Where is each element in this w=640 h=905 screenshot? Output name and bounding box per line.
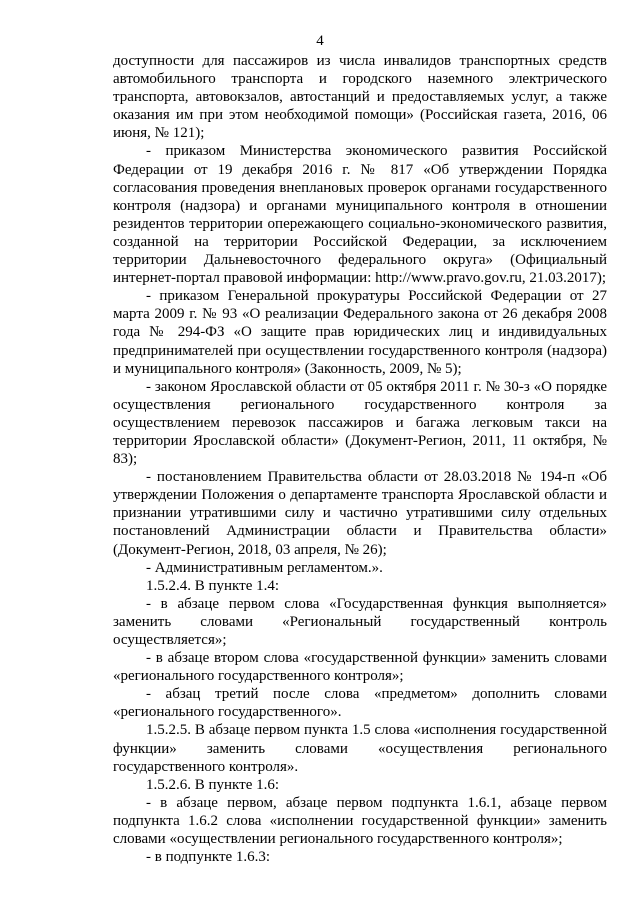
paragraph: - приказом Министерства экономического развития Российской Федерации от 19 декабря 2016 г. № 817 «Об утверждении Порядка согласования проведения внеплановых проверок органами государственного контроля (надзора) и органами муниципального контроля в отношении резидентов территории опережающего социально-экономического развития, созданной на территории Российской Федерации, за исключением территории Дальневосточного федерального округа» (Официальный интернет-портал правовой информации: http://www.pravo.gov.ru, 21.03.2017);	[113, 143, 607, 287]
paragraph: - в абзаце первом, абзаце первом подпункта 1.6.1, абзаце первом подпункта 1.6.2 слова «исполнении государственной функции» заменить словами «осуществлении регионального государственного контроля»;	[113, 794, 607, 848]
document-body	[113, 52, 607, 866]
paragraph: - постановлением Правительства области от 28.03.2018 № 194-п «Об утверждении Положения о департаменте транспорта Ярославской области и признании утратившими силу и частично утратившими силу отдельных постановлений Администрации области и Правительства области» (Документ-Регион, 2018, 03 апреля, № 26);	[113, 469, 607, 558]
paragraph: - абзац третий после слова «предметом» дополнить словами «регионального государственного».	[113, 686, 607, 721]
paragraph: - законом Ярославской области от 05 октября 2011 г. № 30-з «О порядке осуществления регионального государственного контроля за осуществлением перевозок пассажиров и багажа легковым такси на территории Ярославской области» (Документ-Регион, 2011, 11 октября, № 83);	[113, 378, 607, 468]
paragraph: 1.5.2.4. В пункте 1.4:	[146, 577, 280, 594]
paragraph: 1.5.2.6. В пункте 1.6:	[146, 776, 280, 793]
paragraph: - приказом Генеральной прокуратуры Российской Федерации от 27 марта 2009 г. № 93 «О реализации Федерального закона от 26 декабря 2008 года № 294-ФЗ «О защите прав юридических лиц и индивидуальных предпринимателей при осуществлении государственного контроля (надзора) и муниципального контроля» (Законность, 2009, № 5);	[113, 288, 607, 377]
page-number: 4	[316, 33, 324, 49]
paragraph: - в абзаце втором слова «государственной функции» заменить словами «регионального государственного контроля»;	[113, 650, 607, 685]
paragraph: 1.5.2.5. В абзаце первом пункта 1.5 слова «исполнения государственной функции» заменить словами «осуществления регионального государственного контроля».	[113, 722, 607, 775]
paragraph: доступности для пассажиров из числа инвалидов транспортных средств автомобильного транспорта и городского наземного электрического транспорта, автовокзалов, автостанций и предоставляемых услуг, а также оказания им при этом необходимой помощи» (Российская газета, 2016, 06 июня, № 121);	[113, 53, 607, 142]
paragraph: - Административным регламентом.».	[146, 559, 383, 576]
paragraph: - в абзаце первом слова «Государственная функция выполняется» заменить словами «Региональный государственный контроль осуществляется»;	[113, 595, 607, 648]
paragraph: - в подпункте 1.6.3:	[146, 849, 271, 866]
